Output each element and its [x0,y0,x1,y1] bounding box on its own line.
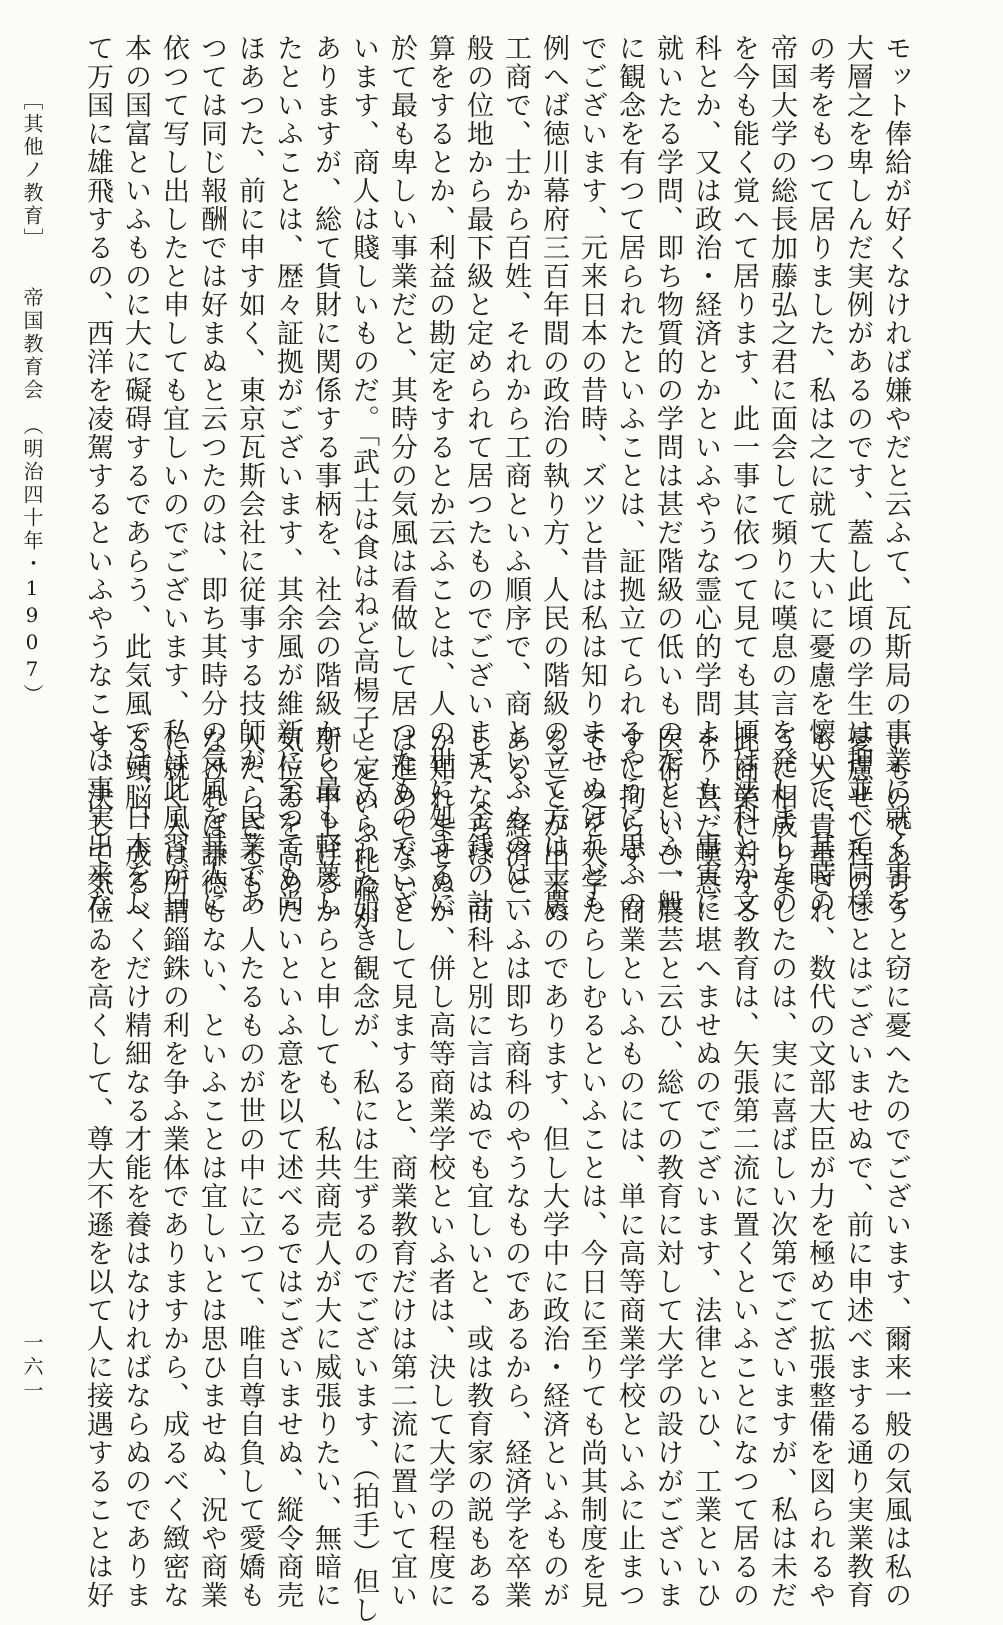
text-column: を、甚だ嘆息に堪へませぬのでございます、法律といひ、工業といひ [690,726,721,1610]
text-column: は進めてないとして見ますると、商業教育だけは第二流に置いて宜い [386,726,417,1610]
text-column: 般の位地から最下級と定められて居つたものでございます、金銭の計 [462,34,493,918]
upper-text-block [82,34,914,933]
text-column: ある、経済といふは即ち商科のやうなものであるから、経済学を卒業 [500,726,531,1610]
text-column: したならば、商科と別に言はぬでも宜しいと、或は教育家の説もある [462,726,493,1610]
header-era: （明治四十年・1907） [20,425,44,707]
text-column: 大層之を卑しんだ実例があるのです、蓋し此頃の学生は押並べて同様 [842,34,873,918]
text-column: 斯く申上げるからと申しても、私共商売人が大に威張りたい、無暗に [310,726,341,1610]
text-column: す、決して気位ゐを高くして、尊大不遜を以て人に接遇することは好 [82,726,113,1610]
text-column: ほあつた、前に申す如く、東京瓦斯会社に従事する技師が、民業であ [234,34,265,918]
text-column: でございます、元来日本の昔時、ズツと昔は私は知りませぬけれども [576,34,607,918]
text-column: も大に貴重され、数代の文部大臣が力を極めて拡張整備を図られるや [804,726,835,1610]
text-column: 算をするとか、利益の勘定をするとか云ふことは、人の世に処するに [424,34,455,918]
text-column: 憂慮せし程のことはございませぬで、前に申述べまする通り実業教育 [842,726,873,1610]
text-column: 例へば徳川幕府三百年間の政治の執り方、人民の階級の立て方は士農 [538,34,569,918]
text-column: 此商業に対する教育は、矢張第二流に置くといふことになつて居るの [728,726,759,1610]
text-column: の考をもつて居りました、私は之に就て大いに憂慮を懐いて、其時の [804,34,835,918]
text-column: いものであらうと窃に憂へたのでございます、爾来一般の気風は私の [880,726,911,1610]
text-column: うに相成りましたのは、実に喜ばしい次第でございますが、私は未だ [766,726,797,1610]
lower-text-block [82,726,914,1625]
text-column: る頭脳、成るべくだけ精細なる才能を養はなければならぬのでありま [120,726,151,1610]
text-column: て、之を大学たらしむるといふことは、今日に至りても尚其制度を見 [576,726,607,1610]
text-column: に観念を有つて居られたといふことは、証拠立てられるやうに思ふの [614,34,645,918]
text-column: 工商で、士から百姓、それから工商といふ順序で、商といふものは一 [500,34,531,918]
header-series: 帝国教育会 [20,287,44,402]
text-column: たといふことは、歴々証拠がございます、其余風が維新に至つても尚 [272,34,303,918]
text-column: か知れませぬが、併し高等商業学校といふ者は、決して大学の程度に [424,726,455,1610]
text-column: 於て最も卑しい事業だと、其時分の気風は看做して居つたものでござ [386,34,417,918]
text-column: なければ謙徳もない、といふことは宜しいとは思ひませぬ、況や商業 [196,726,227,1610]
text-column: います、商人は賤しいものだ。「武士は食はねど高楊子」といふ比喩が [348,34,379,933]
text-column: ることが出来ぬのであります、但し大学中に政治・経済といふものが [538,726,569,1610]
page-number: 一六一 [20,1332,44,1404]
text-column: 帝国大学の総長加藤弘之君に面会して頻りに嘆息の言を発しましたの [766,34,797,918]
text-column: 人たらざるも、人たるものが世の中に立つて、唯自尊自負して愛嬌も [234,726,265,1610]
header-category: ［其他ノ教育］ [20,90,44,241]
text-column: 就いたる学問、即ち物質的の学問は甚だ階級の低いものだといふ一般 [652,34,683,918]
text-column: つては同じ報酬では好まぬと云つたのは、即ち其時分の気風を其人に [196,34,227,918]
text-column: 医術といひ、農芸と云ひ、総ての教育に対して大学の設けがございま [652,726,683,1610]
text-column: すに拘らず、商業といふものには、単に高等商業学校といふに止まつ [614,726,645,1610]
running-header [20,90,44,707]
text-column: モット俸給が好くなければ嫌やだと云ふて、瓦斯局の事業に就く事を [880,34,911,918]
text-column: と定められた如き観念が、私には生ずるのでございます、（拍手）但し [348,726,379,1625]
text-column: 依つて写し出したと申しても宜しいのでございます、私は此風習が日 [158,34,189,918]
text-column: に就く人は所謂錙銖の利を争ふ業体でありますから、成るべく緻密な [158,726,189,1610]
text-column: ありますが、総て貨財に関係する事柄を、社会の階級から最も軽蔑し [310,34,341,918]
text-column: 本の国富といふものに大に礙碍するであらう、此気風では、日本をし [120,34,151,918]
text-column: を今も能く覚へて居ります、此一事に依つて見ても其頃は法科とか文 [728,34,759,918]
text-column: 科とか、又は政治・経済とかといふやうな霊心的学問よりも、事実に [690,34,721,918]
text-column: 気位ゐを高めたいといふ意を以て述べるではございませぬ、縦令商売 [272,726,303,1610]
text-column: て万国に雄飛するの、西洋を凌駕するといふやうなことは事実出来な [82,34,113,918]
